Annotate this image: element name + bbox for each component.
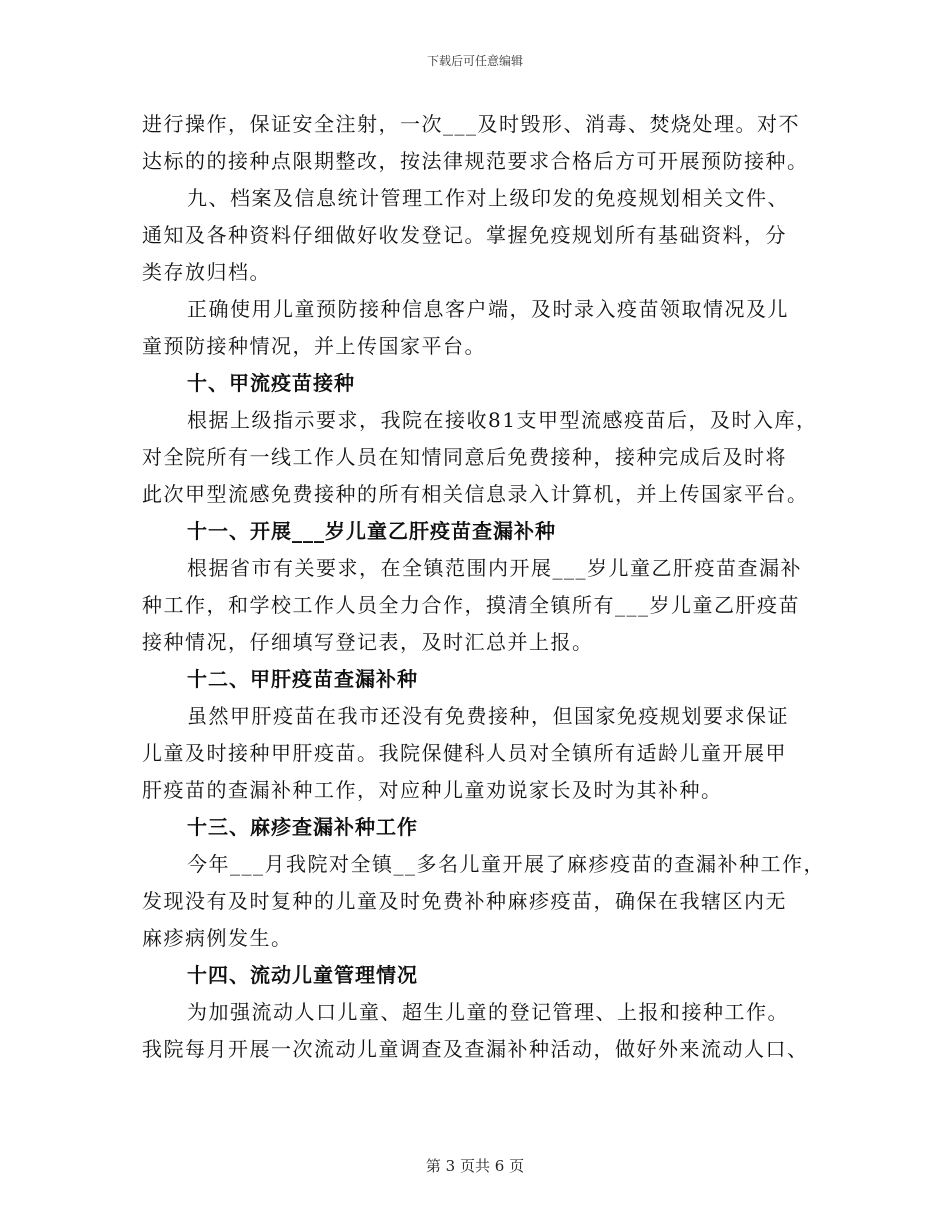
paragraph-line: 儿童及时接种甲肝疫苗。我院保健科人员对全镇所有适龄儿童开展甲 (142, 741, 787, 765)
page-header: 下载后可任意编辑 (426, 54, 523, 68)
paragraph-line: 通知及各种资料仔细做好收发登记。掌握免疫规划所有基础资料，分 (142, 223, 787, 247)
paragraph-line: 我院每月开展一次流动儿童调查及查漏补种活动，做好外来流动人口、 (142, 1037, 809, 1061)
paragraph-line: 今年___月我院对全镇__多名儿童开展了麻疹疫苗的查漏补种工作， (187, 852, 825, 876)
paragraph-line: 接种情况，仔细填写登记表，及时汇总并上报。 (142, 630, 594, 654)
paragraph-line: 肝疫苗的查漏补种工作，对应种儿童劝说家长及时为其补种。 (142, 778, 723, 802)
paragraph-line: 此次甲型流感免费接种的所有相关信息录入计算机，并上传国家平台。 (142, 482, 809, 506)
section-heading: 十一、开展___岁儿童乙肝疫苗查漏补种 (187, 519, 556, 543)
section-heading: 十二、甲肝疫苗查漏补种 (187, 667, 418, 691)
section-heading: 十四、流动儿童管理情况 (187, 963, 418, 987)
paragraph-line: 种工作，和学校工作人员全力合作，摸清全镇所有___岁儿童乙肝疫苗 (142, 593, 800, 617)
paragraph-line: 类存放归档。 (142, 260, 271, 284)
section-heading: 十、甲流疫苗接种 (187, 371, 355, 395)
paragraph-line: 麻疹病例发生。 (142, 926, 293, 950)
section-heading: 十三、麻疹查漏补种工作 (187, 815, 418, 839)
paragraph-line: 根据省市有关要求，在全镇范围内开展___岁儿童乙肝疫苗查漏补 (187, 556, 802, 580)
paragraph-line: 对全院所有一线工作人员在知情同意后免费接种，接种完成后及时将 (142, 445, 787, 469)
paragraph-line: 九、档案及信息统计管理工作对上级印发的免疫规划相关文件、 (187, 186, 789, 210)
document-body (142, 106, 832, 1068)
paragraph-line: 为加强流动人口儿童、超生儿童的登记管理、上报和接种工作。 (187, 1000, 789, 1024)
paragraph-line: 达标的的接种点限期整改，按法律规范要求合格后方可开展预防接种。 (142, 149, 809, 173)
page-footer: 第 3 页共 6 页 (425, 1157, 525, 1175)
paragraph-line: 正确使用儿童预防接种信息客户端，及时录入疫苗领取情况及儿 (187, 297, 789, 321)
paragraph-line: 进行操作，保证安全注射，一次___及时毁形、消毒、焚烧处理。对不 (142, 112, 800, 136)
paragraph-line: 童预防接种情况，并上传国家平台。 (142, 334, 486, 358)
paragraph-line: 根据上级指示要求，我院在接收81支甲型流感疫苗后，及时入库， (187, 408, 818, 432)
paragraph-line: 发现没有及时复种的儿童及时免费补种麻疹疫苗，确保在我辖区内无 (142, 889, 787, 913)
paragraph-line: 虽然甲肝疫苗在我市还没有免费接种，但国家免疫规划要求保证 (187, 704, 789, 728)
